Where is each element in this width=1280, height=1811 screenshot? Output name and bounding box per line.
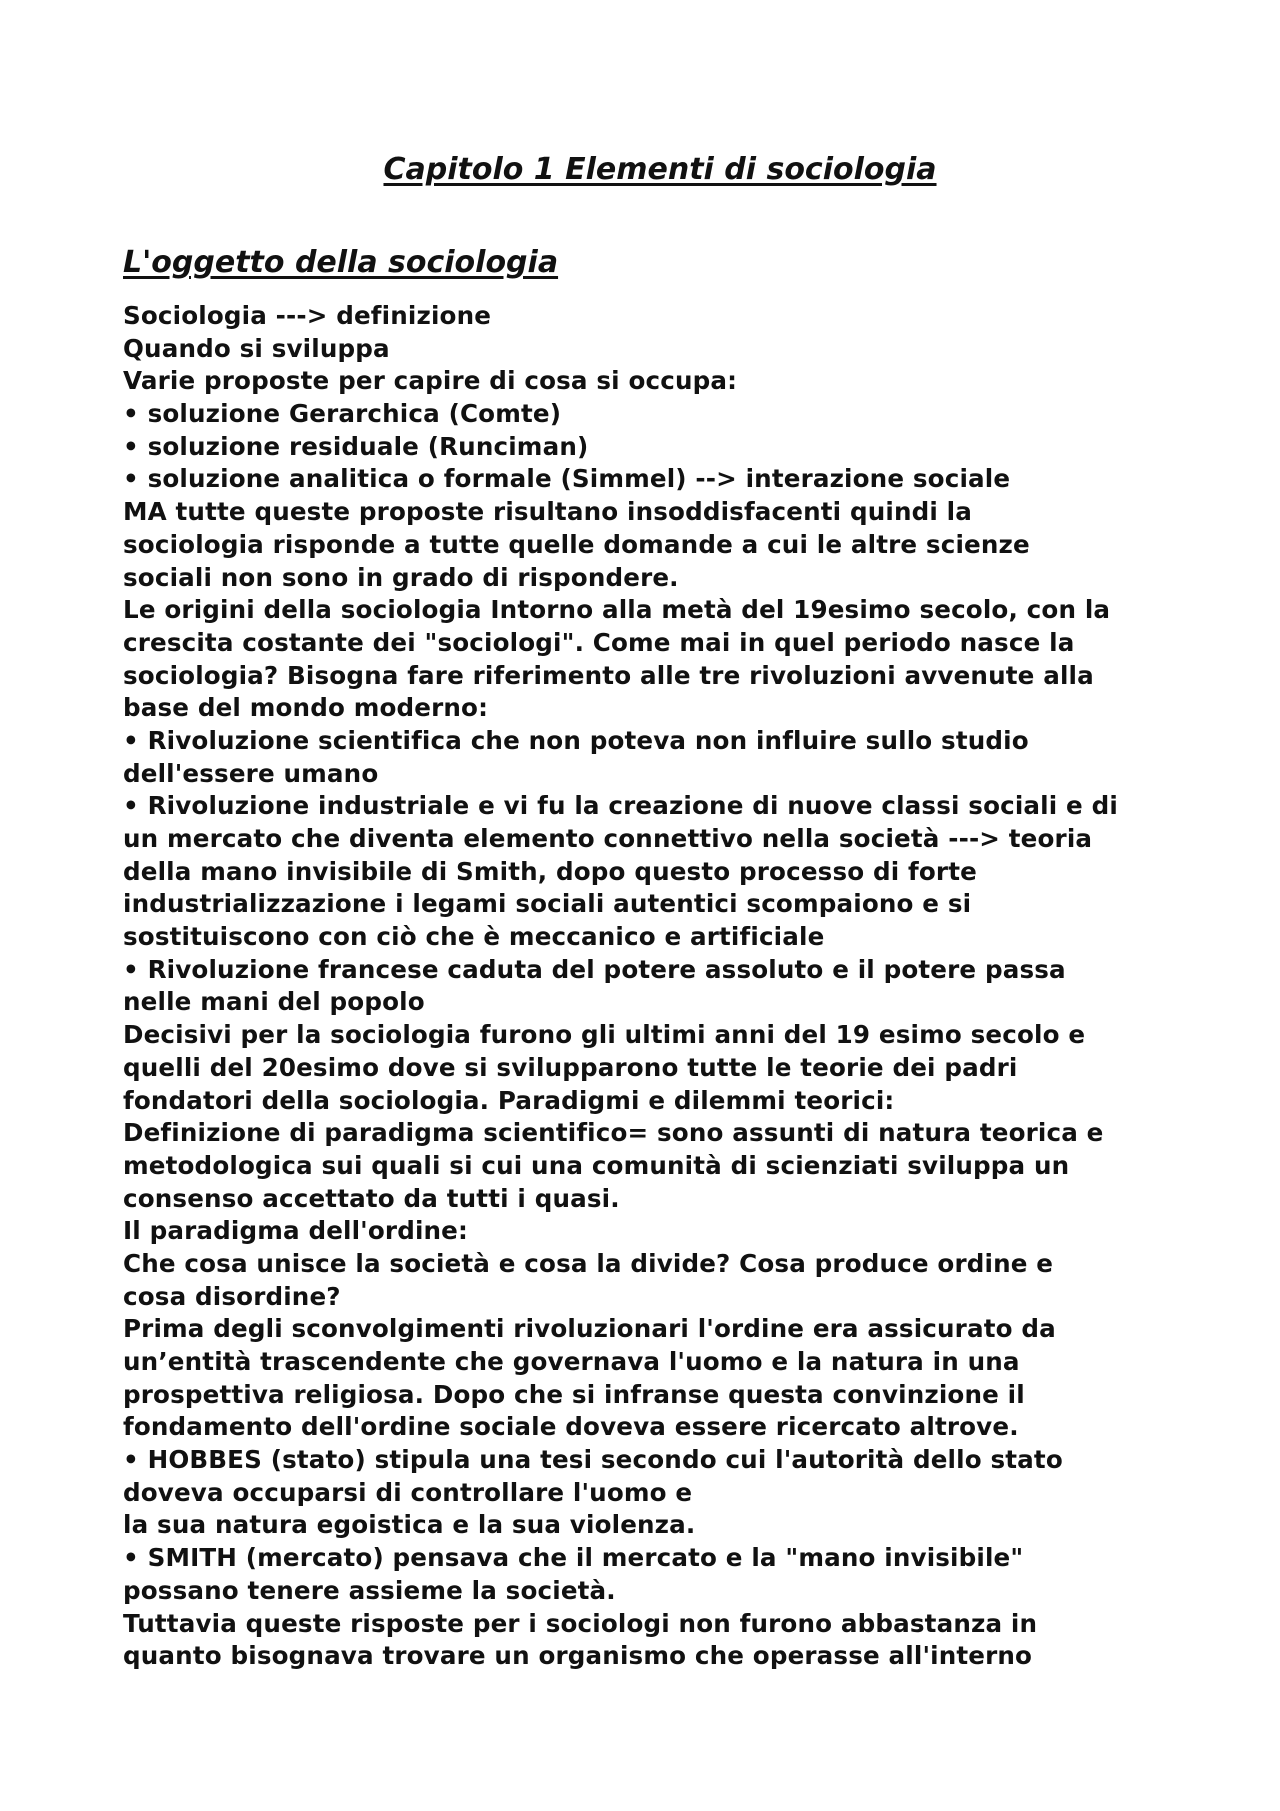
- text-line: nelle mani del popolo: [123, 987, 425, 1017]
- text-line: fondatori della sociologia. Paradigmi e dilemmi teorici:: [123, 1085, 895, 1115]
- text-line: sociologia risponde a tutte quelle domande a cui le altre scienze: [123, 529, 1030, 559]
- text-line: crescita costante dei "sociologi". Come mai in quel periodo nasce la: [123, 627, 1075, 657]
- text-line: cosa disordine?: [123, 1281, 341, 1311]
- text-line: • soluzione Gerarchica (Comte): [123, 399, 562, 429]
- text-line: metodologica sui quali si cui una comunità di scienziati sviluppa un: [123, 1150, 1070, 1180]
- text-line: base del mondo moderno:: [123, 693, 489, 723]
- text-line: possano tenere assieme la società.: [123, 1575, 616, 1605]
- text-line: Tuttavia queste risposte per i sociologi non furono abbastanza in: [123, 1608, 1038, 1638]
- text-line: • soluzione analitica o formale (Simmel) --> interazione sociale: [123, 464, 1011, 494]
- text-line: dell'essere umano: [123, 758, 379, 788]
- text-line: fondamento dell'ordine sociale doveva essere ricercato altrove.: [123, 1412, 1019, 1442]
- text-line: Varie proposte per capire di cosa si occupa:: [123, 366, 738, 396]
- text-line: • Rivoluzione industriale e vi fu la creazione di nuove classi sociali e di: [123, 791, 1118, 821]
- text-line: doveva occuparsi di controllare l'uomo e: [123, 1477, 693, 1507]
- text-line: Prima degli sconvolgimenti rivoluzionari l'ordine era assicurato da: [123, 1314, 1056, 1344]
- text-line: industrializzazione i legami sociali autentici scompaiono e si: [123, 889, 972, 919]
- text-line: la sua natura egoistica e la sua violenza.: [123, 1510, 696, 1540]
- text-line: consenso accettato da tutti i quasi.: [123, 1183, 620, 1213]
- text-line: • SMITH (mercato) pensava che il mercato e la "mano invisibile": [123, 1543, 1024, 1573]
- text-line: • Rivoluzione scientifica che non poteva non influire sullo studio: [123, 725, 1029, 755]
- text-line: • soluzione residuale (Runciman): [123, 431, 589, 461]
- text-line: quelli del 20esimo dove si svilupparono tutte le teorie dei padri: [123, 1052, 1018, 1082]
- text-line: Sociologia ---> definizione: [123, 301, 492, 330]
- text-line: Le origini della sociologia Intorno alla metà del 19esimo secolo, con la: [123, 595, 1111, 625]
- text-line: Che cosa unisce la società e cosa la divide? Cosa produce ordine e: [123, 1248, 1054, 1278]
- body-text: [123, 300, 1183, 1673]
- text-line: Decisivi per la sociologia furono gli ultimi anni del 19 esimo secolo e: [123, 1020, 1086, 1050]
- text-line: MA tutte queste proposte risultano insoddisfacenti quindi la: [123, 497, 972, 527]
- text-line: • Rivoluzione francese caduta del potere assoluto e il potere passa: [123, 954, 1066, 984]
- section-heading: L'oggetto della sociologia: [123, 245, 559, 280]
- text-line: un’entità trascendente che governava l'uomo e la natura in una: [123, 1347, 1020, 1376]
- text-line: Definizione di paradigma scientifico= sono assunti di natura teorica e: [123, 1118, 1104, 1148]
- text-line: quanto bisognava trovare un organismo che operasse all'interno: [123, 1641, 1033, 1671]
- text-line: della mano invisibile di Smith, dopo questo processo di forte: [123, 856, 977, 886]
- chapter-title: Capitolo 1 Elementi di sociologia: [383, 152, 937, 187]
- text-line: un mercato che diventa elemento connettivo nella società ---> teoria: [123, 824, 1093, 853]
- text-line: prospettiva religiosa. Dopo che si infranse questa convinzione il: [123, 1379, 1025, 1409]
- text-line: sociali non sono in grado di rispondere.: [123, 562, 679, 592]
- text-line: Il paradigma dell'ordine:: [123, 1216, 469, 1246]
- text-line: • HOBBES (stato) stipula una tesi secondo cui l'autorità dello stato: [123, 1445, 1063, 1475]
- text-line: Quando si sviluppa: [123, 333, 390, 363]
- text-line: sostituiscono con ciò che è meccanico e artificiale: [123, 922, 825, 952]
- text-line: sociologia? Bisogna fare riferimento alle tre rivoluzioni avvenute alla: [123, 660, 1094, 690]
